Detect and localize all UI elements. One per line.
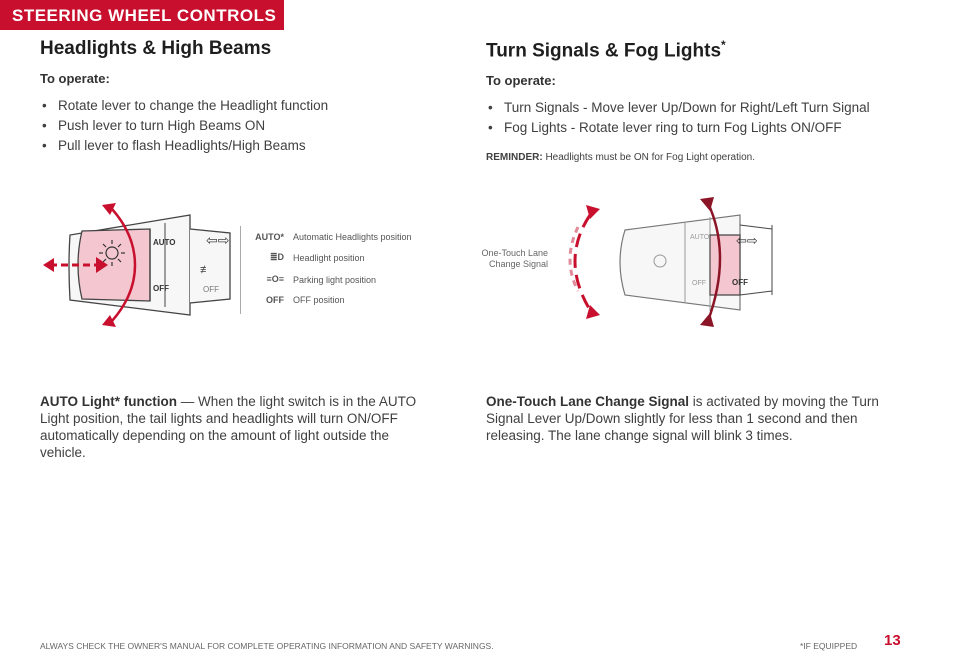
svg-text:⇦⇨: ⇦⇨ [206,232,230,248]
para-text: is activated by moving the Turn Signal Lever Up/Down slightly for less than 1 second and then releasing. The lane change signal will blink 3 times. [486,394,879,443]
reminder-note: REMINDER: Headlights must be ON for Fog Light operation. [486,152,756,164]
para-bold: AUTO Light* function [40,394,177,409]
turn-signals-section [486,38,906,163]
list-item: • Fog Lights - Rotate lever ring to turn Fog Lights ON/OFF [486,118,906,138]
auto-light-paragraph [40,393,420,461]
para-bold: One-Touch Lane Change Signal [486,394,690,409]
legend-text: OFF position [293,295,345,305]
headlight-lever-illustration [40,195,250,335]
legend-text: Automatic Headlights position [293,232,412,242]
turn-signal-lever-illustration [560,195,780,330]
svg-text:OFF: OFF [203,285,219,294]
lane-change-paragraph [486,393,886,444]
list-item: • Rotate lever to change the Headlight function [40,96,440,116]
page-number: 13 [884,632,901,649]
list-item: • Push lever to turn High Beams ON [40,116,440,136]
svg-text:OFF: OFF [153,284,169,293]
to-operate-label: To operate: [40,71,110,86]
headlights-section [40,38,440,156]
legend-key-auto: AUTO* [255,232,284,242]
list-item: • Pull lever to flash Headlights/High Beams [40,136,440,156]
svg-text:AUTO: AUTO [690,234,710,241]
parking-light-icon: ≡O≡ [266,274,284,284]
turn-signals-bullets [486,98,906,138]
if-equipped-note: *IF EQUIPPED [800,641,858,651]
svg-text:OFF: OFF [692,280,706,287]
section-tab: STEERING WHEEL CONTROLS [0,0,284,30]
one-touch-label: One-Touch Lane Change Signal [481,248,548,269]
legend-divider [240,226,241,314]
headlights-heading: Headlights & High Beams [40,38,272,59]
legend-text: Parking light position [293,275,377,285]
svg-text:AUTO: AUTO [153,238,176,247]
to-operate-label: To operate: [486,73,556,89]
headlights-bullets [40,96,440,156]
turn-signals-heading: Turn Signals & Fog Lights* [486,38,726,62]
legend-text: Headlight position [293,253,365,263]
footer-warning: ALWAYS CHECK THE OWNER'S MANUAL FOR COMPLETE OPERATING INFORMATION AND SAFETY WARNINGS. [40,641,494,651]
list-item: • Turn Signals - Move lever Up/Down for Right/Left Turn Signal [486,98,906,118]
legend-key-off: OFF [266,295,284,305]
svg-text:OFF: OFF [732,278,748,287]
svg-text:⇦⇨: ⇦⇨ [736,233,758,248]
para-text: — When the light switch is in the AUTO Light position, the tail lights and headlights will turn ON/OFF automatically depending on the amount of light outside the vehicle. [40,394,417,460]
headlight-icon: ≣D [269,252,284,262]
svg-text:≢: ≢ [200,264,211,276]
